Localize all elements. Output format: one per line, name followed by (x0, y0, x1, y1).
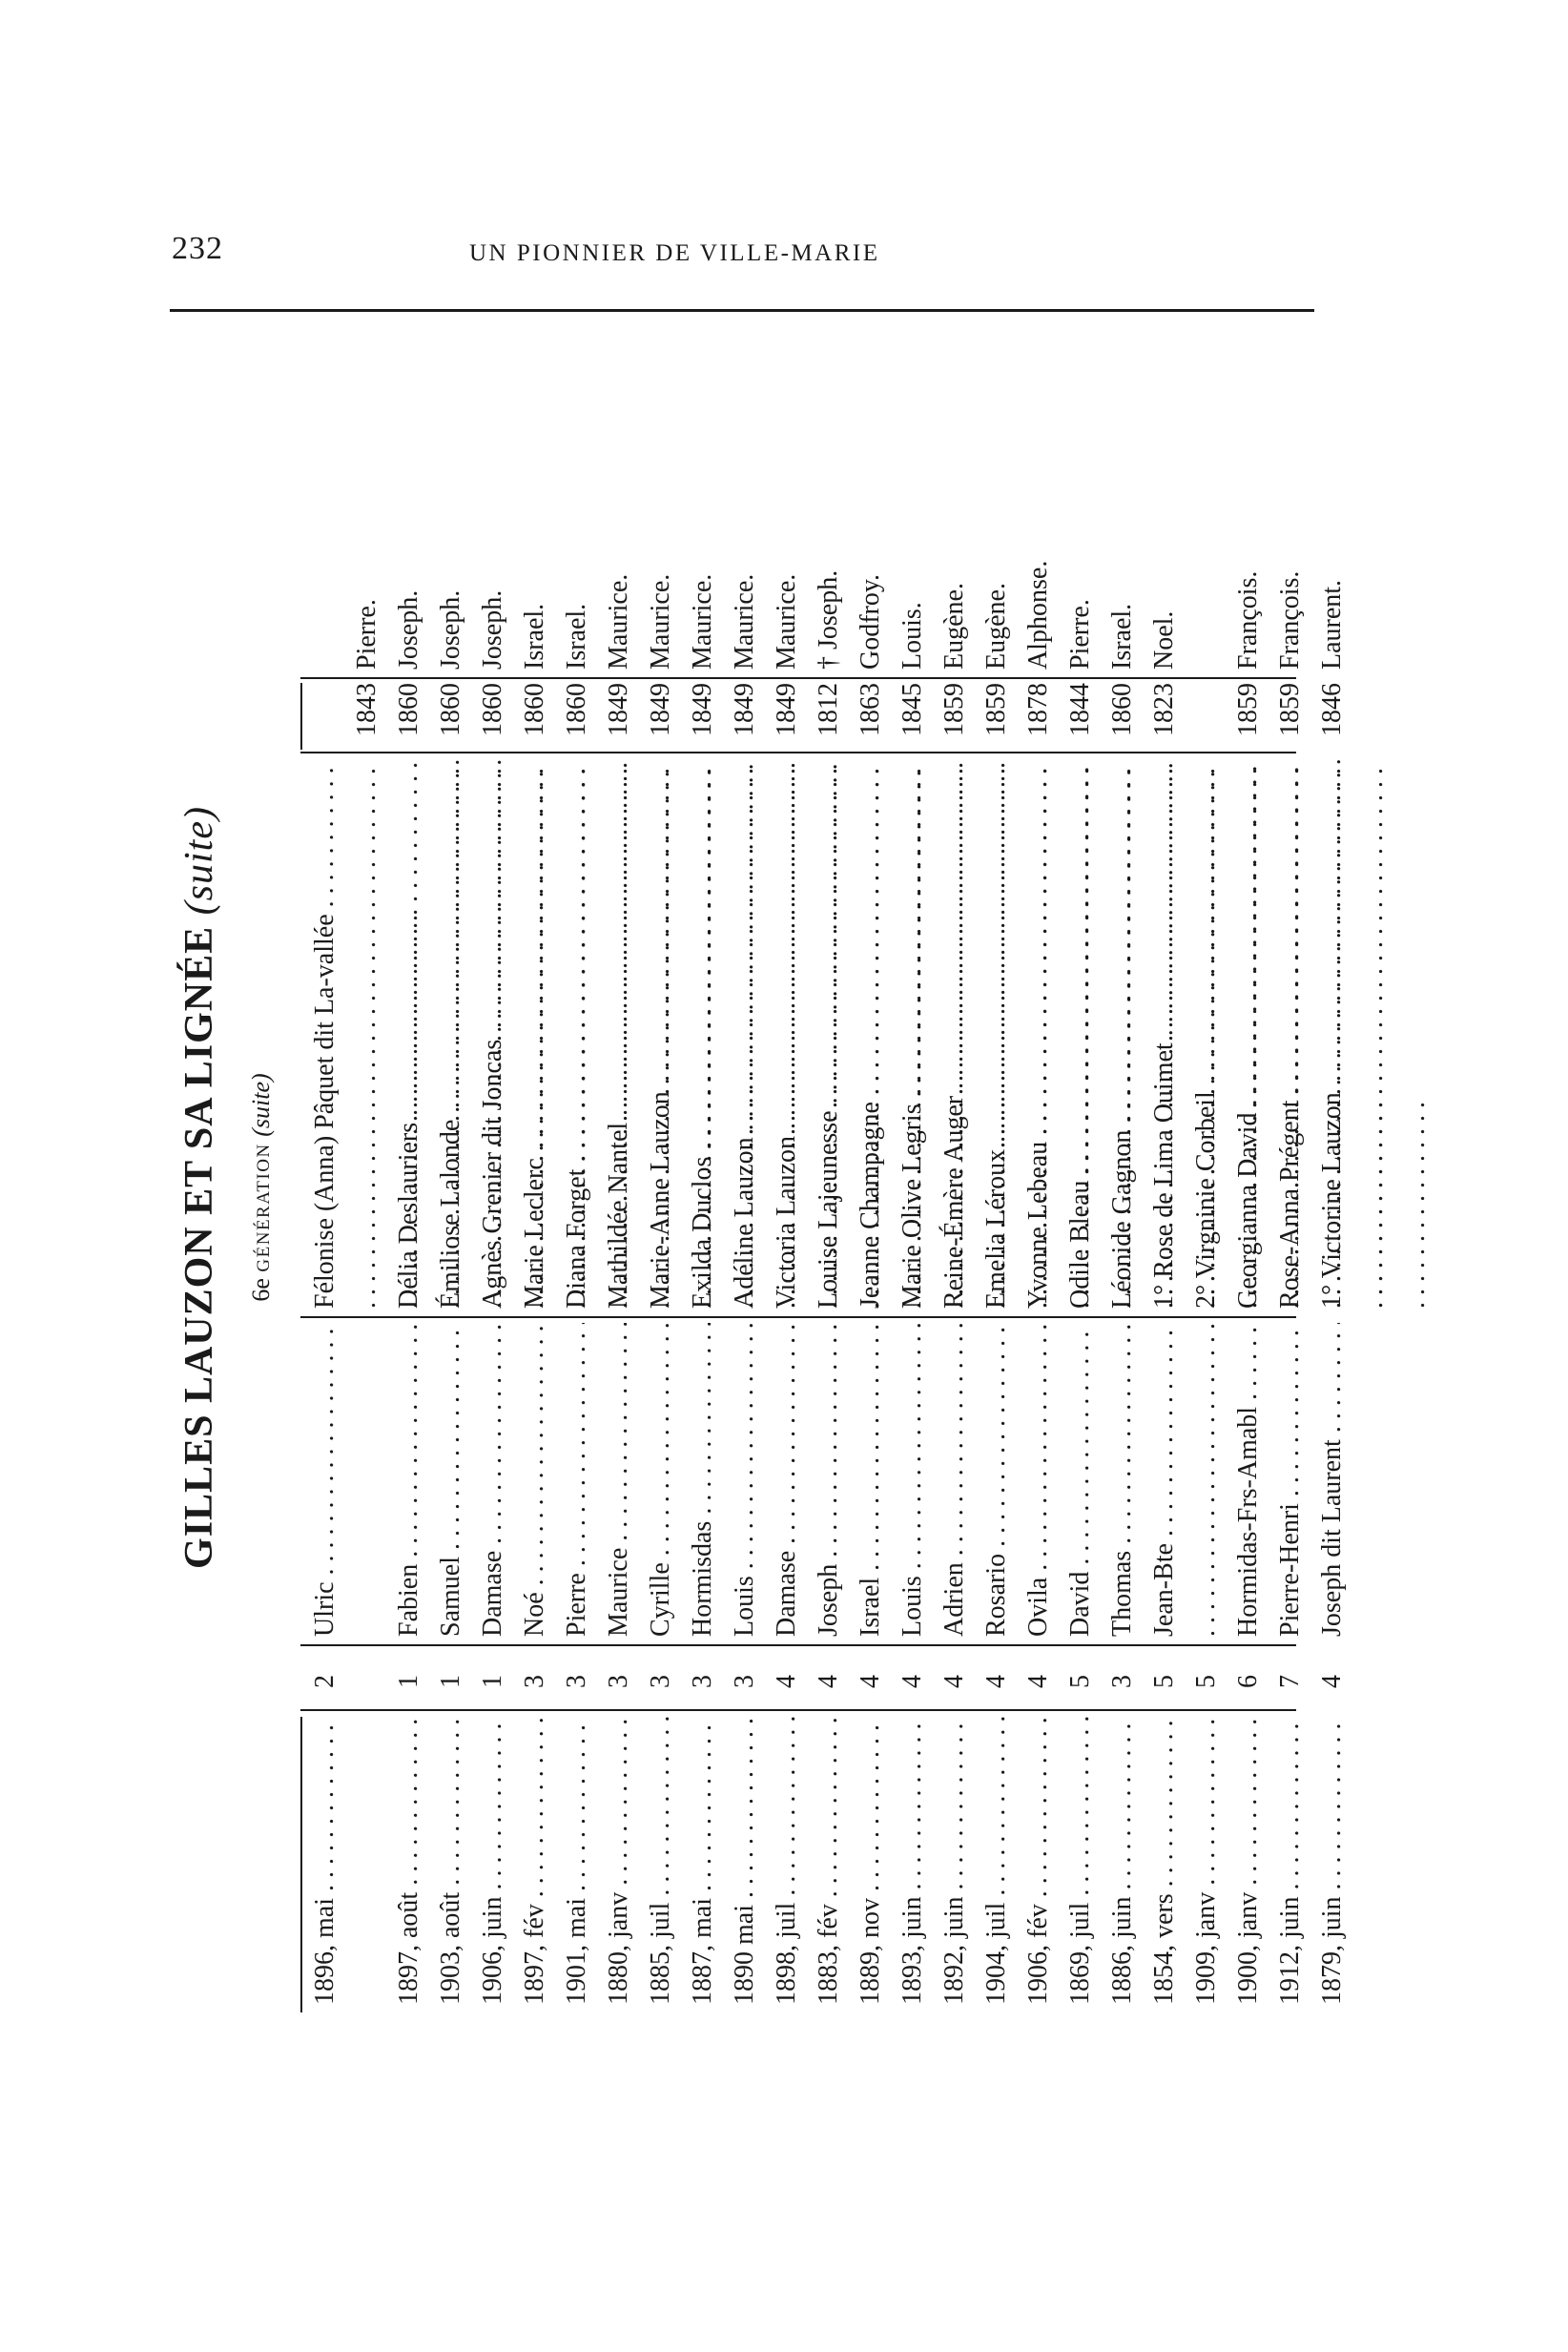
groom-name: Ulric . . . (304, 1323, 346, 1642)
generation-number-cell: 2 (310, 1675, 340, 1688)
spouse-name: Jeanne Champagne . . . (850, 758, 976, 1314)
groom-name: Noé . . . (514, 1323, 556, 1642)
father-name: Laurent. (1317, 579, 1347, 670)
groom-name: Louis . . . (892, 1323, 934, 1642)
spouse-name: Agnès Grenier dit Joncas . . . (472, 758, 598, 1314)
marriage-date: 1889, nov . . . (850, 1717, 892, 2005)
table-row (1018, 362, 1060, 2012)
father-birth-year: 1878 (1023, 683, 1053, 736)
table-title (176, 362, 222, 2012)
spouse-name: Émiliose Lalonde . . . (430, 758, 556, 1314)
marriage-date: 1912, juin . . . (1269, 1717, 1311, 2005)
generation-number-cell: 1 (394, 1675, 423, 1688)
table-row (934, 362, 976, 2012)
marriage-date: 1893, juin . . . (892, 1717, 934, 2005)
rotated-table-block (157, 362, 1347, 2012)
spouse-name: Marie Olive Legris . . . (892, 758, 1018, 1314)
groom-name: Israel . . . (850, 1323, 892, 1642)
generation-number-cell: 5 (1191, 1675, 1221, 1688)
marriage-date: 1897, août . . . (388, 1717, 430, 2005)
marriage-date: 1906, fév . . . (1018, 1717, 1060, 2005)
spouse-name: Louise Lajeunesse . . . (808, 758, 934, 1314)
father-birth-year: 1859 (981, 683, 1011, 736)
groom-name: Damase . . . (472, 1323, 514, 1642)
father-birth-year: 1849 (604, 683, 633, 736)
groom-name: Hormidas-Frs-Amabl . . . (1228, 1323, 1269, 1642)
father-birth-year: 1860 (436, 683, 465, 736)
father-birth-year: 1860 (478, 683, 507, 736)
table-row (1060, 362, 1102, 2012)
table-row (682, 362, 724, 2012)
table-row (850, 362, 892, 2012)
groom-name: Jean-Bte . . . (1144, 1323, 1186, 1642)
groom-name: Joseph dit Laurent . . . (1311, 1323, 1353, 1642)
father-name: Israel. (1107, 603, 1137, 670)
spouse-name: Diana Forget . . . (556, 758, 682, 1314)
spouse-name: Victoria Lauzon . . . (766, 758, 892, 1314)
groom-name: Pierre . . . (556, 1323, 598, 1642)
table-subtitle-suite: (suite) (247, 1073, 275, 1137)
table-row (1102, 362, 1144, 2012)
father-birth-year: 1863 (856, 683, 885, 736)
spouse-name: Adéline Lauzon . . . (724, 758, 850, 1314)
generation-number-cell: 6 (1233, 1675, 1263, 1688)
generation-number-cell: 3 (520, 1675, 549, 1688)
groom-name: Ovila . . . (1018, 1323, 1060, 1642)
father-birth-year: 1843 (352, 683, 382, 736)
generation-number-cell: 4 (814, 1675, 843, 1688)
groom-name: Fabien . . . (388, 1323, 430, 1642)
table-row (304, 362, 388, 2012)
table-row (808, 362, 850, 2012)
table-subtitle (247, 362, 276, 2012)
marriage-date: 1900, janv . . . (1228, 1717, 1269, 2005)
spouse-name: 1° Rose de Lima Ouimet . . . (1144, 758, 1269, 1314)
father-name: Eugène. (981, 583, 1011, 670)
father-birth-year: 1859 (1233, 683, 1263, 736)
father-name: Maurice. (646, 573, 675, 670)
year-column-top-rule (300, 683, 302, 750)
table-row (430, 362, 472, 2012)
father-name: Joseph. (478, 589, 507, 670)
generation-number-cell: 1 (478, 1675, 507, 1688)
groom-name: Hormisdas . . . (682, 1323, 724, 1642)
spouse-name: Exilda Duclos . . . (682, 758, 808, 1314)
spouse-name: Félonise (Anna) Pâquet dit La-vallée . . . (304, 758, 430, 1314)
father-name: Israel. (520, 603, 549, 670)
table-row (472, 362, 514, 2012)
father-birth-year: 1846 (1317, 683, 1347, 736)
running-title: UN PIONNIER DE VILLE-MARIE (469, 240, 880, 266)
father-name: François. (1275, 570, 1305, 670)
spouse-name: 1° Victorine Lauzon . . . (1311, 758, 1437, 1314)
generation-number-cell: 4 (856, 1675, 885, 1688)
marriage-date: 1869, juil . . . (1060, 1717, 1102, 2005)
father-name: Maurice. (730, 573, 759, 670)
table-row (892, 362, 934, 2012)
generation-number-cell: 3 (1107, 1675, 1137, 1688)
spouse-name: Reine-Émère Auger . . . (934, 758, 1060, 1314)
date-column-top-rule (300, 1717, 302, 2012)
spouse-name: Rose-Anna Prégent . . . (1269, 758, 1395, 1314)
generation-number-cell: 3 (604, 1675, 633, 1688)
generation-number-cell: 1 (436, 1675, 465, 1688)
marriage-date: 1903, août . . . (430, 1717, 472, 2005)
marriage-date: 1879, juin . . . (1311, 1717, 1353, 2005)
generation-number-cell: 3 (730, 1675, 759, 1688)
father-name: Alphonse. (1023, 560, 1053, 670)
table-title-suite: (suite) (177, 806, 221, 916)
table-row (1311, 362, 1353, 2012)
father-name: Eugène. (939, 583, 969, 670)
father-name: François. (1233, 570, 1263, 670)
marriage-date: 1906, juin . . . (472, 1717, 514, 2005)
father-name: Godfroy. (856, 573, 885, 670)
table-row (514, 362, 556, 2012)
father-birth-year: 1849 (730, 683, 759, 736)
generation-number-cell: 7 (1275, 1675, 1305, 1688)
groom-name: Cyrille . . . (640, 1323, 682, 1642)
marriage-date: 1896, mai . . . (304, 1717, 346, 2005)
father-name: Pierre. (352, 599, 382, 670)
generation-number: 6e (247, 1278, 275, 1302)
father-birth-year: 1849 (688, 683, 717, 736)
groom-name: Louis . . . (724, 1323, 766, 1642)
table-row (724, 362, 766, 2012)
father-name: Israel. (562, 603, 591, 670)
table-row (1144, 362, 1186, 2012)
generation-number-cell: 4 (939, 1675, 969, 1688)
spouse-name: Georgianna David . . . (1228, 758, 1353, 1314)
marriage-date: 1885, juil . . . (640, 1717, 682, 2005)
father-birth-year: 1859 (1275, 683, 1305, 736)
generation-number-cell: 3 (646, 1675, 675, 1688)
generation-number-cell: 3 (562, 1675, 591, 1688)
spouse-name: Odile Bleau . . . (1060, 758, 1186, 1314)
table-row (1269, 362, 1311, 2012)
table-row (976, 362, 1018, 2012)
father-name: † Joseph. (814, 569, 843, 670)
table-row (388, 362, 430, 2012)
marriage-date: 1880, janv . . . (598, 1717, 640, 2005)
father-name: Joseph. (436, 589, 465, 670)
father-birth-year: 1812 (814, 683, 843, 736)
marriage-table (304, 362, 1353, 2012)
table-row (640, 362, 682, 2012)
table-row (556, 362, 598, 2012)
father-birth-year: 1844 (1065, 683, 1095, 736)
father-name: Louis. (897, 602, 927, 670)
marriage-date: 1887, mai . . . (682, 1717, 724, 2005)
header-rule (170, 309, 1314, 312)
marriage-date: 1890 mai . . . (724, 1717, 766, 2005)
page-number: 232 (172, 231, 223, 266)
spouse-name: Emelia Léroux . . . (976, 758, 1102, 1314)
marriage-date: 1901, mai . . . (556, 1717, 598, 2005)
groom-name: Adrien . . . (934, 1323, 976, 1642)
spouse-name: Mathildée Nantel . . . (598, 758, 724, 1314)
father-name: Maurice. (772, 573, 801, 670)
spouse-name: Marie-Anne Lauzon . . . (640, 758, 766, 1314)
generation-number-cell: 4 (772, 1675, 801, 1688)
groom-name: Maurice . . . (598, 1323, 640, 1642)
table-row (598, 362, 640, 2012)
groom-name: David . . . (1060, 1323, 1102, 1642)
father-birth-year: 1860 (520, 683, 549, 736)
table-row (1186, 362, 1228, 2012)
father-name: Maurice. (604, 573, 633, 670)
groom-name: Thomas . . . (1102, 1323, 1144, 1642)
father-name: Pierre. (1065, 599, 1095, 670)
spouse-name: Marie Leclerc . . . (514, 758, 640, 1314)
father-birth-year: 1860 (394, 683, 423, 736)
spouse-name: Délia Deslauriers . . . (388, 758, 514, 1314)
groom-name: Joseph . . . (808, 1323, 850, 1642)
father-name: Joseph. (394, 589, 423, 670)
groom-name: Damase . . . (766, 1323, 808, 1642)
father-birth-year: 1849 (646, 683, 675, 736)
groom-name: Rosario . . . (976, 1323, 1018, 1642)
generation-number-cell: 3 (688, 1675, 717, 1688)
father-birth-year: 1859 (939, 683, 969, 736)
groom-name (1186, 1323, 1228, 1642)
spouse-name: Léonide Gagnon . . . (1102, 758, 1228, 1314)
table-title-main: GILLES LAUZON ET SA LIGNÉE (177, 925, 221, 1569)
groom-name: Samuel . . . (430, 1323, 472, 1642)
generation-number-cell: 4 (1317, 1675, 1347, 1688)
father-birth-year: 1860 (562, 683, 591, 736)
father-name: Maurice. (688, 573, 717, 670)
generation-number-cell: 4 (1023, 1675, 1053, 1688)
generation-number-cell: 5 (1149, 1675, 1179, 1688)
table-row (766, 362, 808, 2012)
spouse-name: Yvonne Lebeau . . . (1018, 758, 1144, 1314)
father-birth-year: 1849 (772, 683, 801, 736)
marriage-date: 1909, janv . . . (1186, 1717, 1228, 2005)
marriage-date: 1898, juil . . . (766, 1717, 808, 2005)
marriage-date: 1883, fév . . . (808, 1717, 850, 2005)
marriage-date: 1897, fév . . . (514, 1717, 556, 2005)
marriage-date: 1854, vers . . . (1144, 1717, 1186, 2005)
groom-name: Pierre-Henri . . . (1269, 1323, 1311, 1642)
marriage-date: 1892, juin . . . (934, 1717, 976, 2005)
generation-number-cell: 5 (1065, 1675, 1095, 1688)
marriage-date: 1904, juil . . . (976, 1717, 1018, 2005)
father-name: Noel. (1149, 610, 1179, 670)
spouse-name: 2° Virgninie Corbeil . . . (1186, 758, 1311, 1314)
generation-number-cell: 4 (981, 1675, 1011, 1688)
father-birth-year: 1823 (1149, 683, 1179, 736)
father-birth-year: 1845 (897, 683, 927, 736)
generation-number-cell: 4 (897, 1675, 927, 1688)
father-birth-year: 1860 (1107, 683, 1137, 736)
generation-word: GÉNÉRATION (254, 1143, 274, 1272)
table-row (1228, 362, 1269, 2012)
marriage-date: 1886, juin . . . (1102, 1717, 1144, 2005)
